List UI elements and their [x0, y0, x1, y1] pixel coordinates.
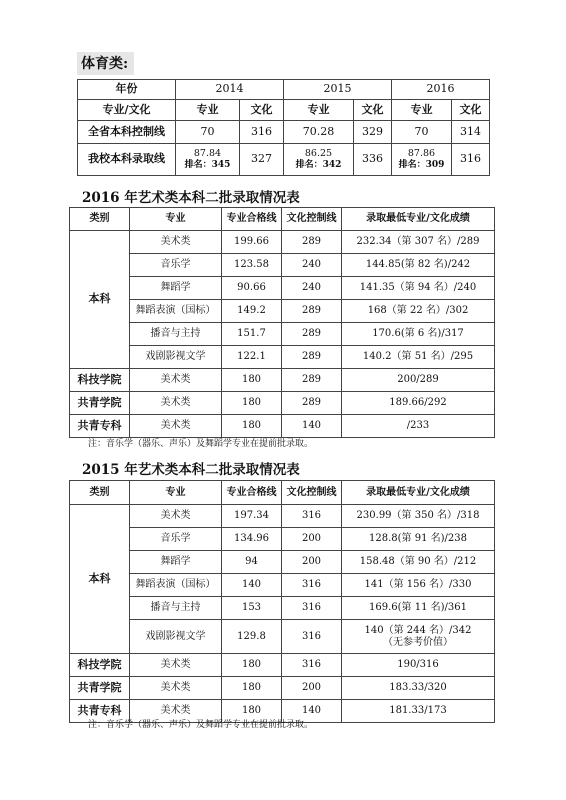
cell: 140 [222, 574, 282, 597]
cell: 美术类 [130, 231, 222, 254]
header-cell: 专业合格线 [222, 208, 282, 231]
cell: 音乐学 [130, 528, 222, 551]
row-label: 我校本科录取线 [78, 144, 176, 176]
cell: /233 [342, 415, 495, 438]
major-score: 86.25 [304, 147, 333, 159]
cell: 240 [282, 277, 342, 300]
cell: 314 [452, 121, 490, 144]
table-2016-title: 2016 年艺术类本科二批录取情况表 [82, 190, 300, 206]
cell: 70.28 [284, 121, 354, 144]
cell: 70 [392, 121, 452, 144]
subheader-label: 专业/文化 [78, 100, 176, 121]
cell: 134.96 [222, 528, 282, 551]
table-row [78, 121, 490, 144]
cell: 169.6(第 11 名)/361 [342, 597, 495, 620]
cell: 美术类 [130, 654, 222, 677]
table-row [70, 346, 495, 369]
cell: 158.48（第 90 名）/212 [342, 551, 495, 574]
header-cell: 类别 [70, 481, 130, 505]
cell: 200 [282, 528, 342, 551]
cell: 美术类 [130, 505, 222, 528]
header-cell: 文化控制线 [282, 208, 342, 231]
cell: 美术类 [130, 392, 222, 415]
year-label: 年份 [78, 80, 176, 100]
cell: 316 [282, 620, 342, 654]
header-cell: 专业合格线 [222, 481, 282, 505]
cell: 140 [282, 700, 342, 723]
cell: 316 [282, 505, 342, 528]
cell: 183.33/320 [342, 677, 495, 700]
table-row [70, 392, 495, 415]
table-row [70, 254, 495, 277]
major-header: 专业 [392, 100, 452, 121]
cell: 123.58 [222, 254, 282, 277]
cell: 289 [282, 323, 342, 346]
cell: 289 [282, 231, 342, 254]
score-text: 140（第 244 名）/342 [364, 625, 472, 636]
header-row [70, 481, 495, 505]
cell: 336 [354, 144, 392, 176]
art-admission-table-2015 [69, 480, 495, 723]
cell: 音乐学 [130, 254, 222, 277]
remark-text: （无参考价值） [383, 636, 453, 648]
sports-section-title: 体育类: [77, 52, 134, 75]
cell: 149.2 [222, 300, 282, 323]
header-cell: 录取最低专业/文化成绩 [342, 481, 495, 505]
cell: 232.34（第 307 名）/289 [342, 231, 495, 254]
major-header: 专业 [176, 100, 240, 121]
cell: 戏剧影视文学 [130, 620, 222, 654]
art-admission-table-2016 [69, 207, 495, 438]
cell: 戏剧影视文学 [130, 346, 222, 369]
table-2015-note: 注：音乐学（器乐、声乐）及舞蹈学专业在提前批录取。 [88, 720, 314, 730]
culture-header: 文化 [354, 100, 392, 121]
table-row [70, 551, 495, 574]
cell: 129.8 [222, 620, 282, 654]
table-row [70, 574, 495, 597]
culture-header: 文化 [240, 100, 284, 121]
cell: 舞蹈表演（国标） [130, 574, 222, 597]
cell: 200/289 [342, 369, 495, 392]
rank-text: 排名：345 [184, 159, 231, 170]
cell: 197.34 [222, 505, 282, 528]
cell: 180 [222, 415, 282, 438]
cell: 128.8(第 91 名)/238 [342, 528, 495, 551]
category-cell: 共青专科 [70, 415, 130, 438]
cell: 140 [282, 415, 342, 438]
culture-header: 文化 [452, 100, 490, 121]
cell: 289 [282, 346, 342, 369]
table-row [70, 620, 495, 654]
cell: 329 [354, 121, 392, 144]
cell: 美术类 [130, 700, 222, 723]
table-row [70, 505, 495, 528]
year-header-row [78, 80, 490, 100]
header-cell: 类别 [70, 208, 130, 231]
cell: 316 [282, 574, 342, 597]
cell: 舞蹈学 [130, 551, 222, 574]
year-2014: 2014 [176, 80, 284, 100]
rank-text: 排名：342 [295, 159, 342, 170]
cell: 230.99（第 350 名）/318 [342, 505, 495, 528]
header-cell: 文化控制线 [282, 481, 342, 505]
header-cell: 录取最低专业/文化成绩 [342, 208, 495, 231]
table-row [70, 323, 495, 346]
table-row [70, 300, 495, 323]
table-row [70, 654, 495, 677]
cell: 141（第 156 名）/330 [342, 574, 495, 597]
cell: 播音与主持 [130, 323, 222, 346]
cell: 289 [282, 300, 342, 323]
cell: 美术类 [130, 369, 222, 392]
year-2015: 2015 [284, 80, 392, 100]
table-2016-note: 注：音乐学（器乐、声乐）及舞蹈学专业在提前批录取。 [88, 439, 314, 449]
cell: 200 [282, 551, 342, 574]
cell: 美术类 [130, 415, 222, 438]
cell [284, 144, 354, 176]
cell [342, 620, 495, 654]
cell: 90.66 [222, 277, 282, 300]
cell: 180 [222, 654, 282, 677]
sports-score-table [77, 79, 490, 176]
cell [392, 144, 452, 176]
category-cell: 共青学院 [70, 677, 130, 700]
category-benke: 本科 [70, 231, 130, 369]
cell: 316 [452, 144, 490, 176]
cell: 289 [282, 392, 342, 415]
table-row [78, 144, 490, 176]
category-cell: 共青专科 [70, 700, 130, 723]
cell: 316 [282, 654, 342, 677]
category-cell: 科技学院 [70, 654, 130, 677]
major-score: 87.84 [193, 147, 222, 159]
cell: 180 [222, 369, 282, 392]
cell: 200 [282, 677, 342, 700]
cell: 144.85(第 82 名)/242 [342, 254, 495, 277]
subheader-row [78, 100, 490, 121]
cell: 122.1 [222, 346, 282, 369]
table-row [70, 231, 495, 254]
cell: 316 [282, 597, 342, 620]
table-row [70, 528, 495, 551]
rank-text: 排名：309 [398, 159, 445, 170]
cell: 199.66 [222, 231, 282, 254]
cell: 151.7 [222, 323, 282, 346]
category-cell: 科技学院 [70, 369, 130, 392]
cell: 美术类 [130, 677, 222, 700]
cell: 播音与主持 [130, 597, 222, 620]
cell: 190/316 [342, 654, 495, 677]
cell: 70 [176, 121, 240, 144]
cell: 180 [222, 392, 282, 415]
table-row [70, 677, 495, 700]
header-row [70, 208, 495, 231]
cell: 141.35（第 94 名）/240 [342, 277, 495, 300]
cell: 168（第 22 名）/302 [342, 300, 495, 323]
table-2015-title: 2015 年艺术类本科二批录取情况表 [82, 462, 300, 478]
cell: 153 [222, 597, 282, 620]
header-cell: 专业 [130, 481, 222, 505]
category-benke: 本科 [70, 505, 130, 654]
cell: 180 [222, 700, 282, 723]
header-cell: 专业 [130, 208, 222, 231]
cell: 140.2（第 51 名）/295 [342, 346, 495, 369]
year-2016: 2016 [392, 80, 490, 100]
table-row [70, 277, 495, 300]
cell: 181.33/173 [342, 700, 495, 723]
cell: 189.66/292 [342, 392, 495, 415]
cell: 170.6(第 6 名)/317 [342, 323, 495, 346]
cell: 舞蹈学 [130, 277, 222, 300]
cell: 94 [222, 551, 282, 574]
table-row [70, 415, 495, 438]
cell: 327 [240, 144, 284, 176]
cell: 180 [222, 677, 282, 700]
cell: 316 [240, 121, 284, 144]
cell: 289 [282, 369, 342, 392]
row-label: 全省本科控制线 [78, 121, 176, 144]
cell: 舞蹈表演（国标） [130, 300, 222, 323]
table-row [70, 597, 495, 620]
major-header: 专业 [284, 100, 354, 121]
cell: 240 [282, 254, 342, 277]
major-score: 87.86 [407, 147, 436, 159]
cell [176, 144, 240, 176]
table-row [70, 369, 495, 392]
category-cell: 共青学院 [70, 392, 130, 415]
